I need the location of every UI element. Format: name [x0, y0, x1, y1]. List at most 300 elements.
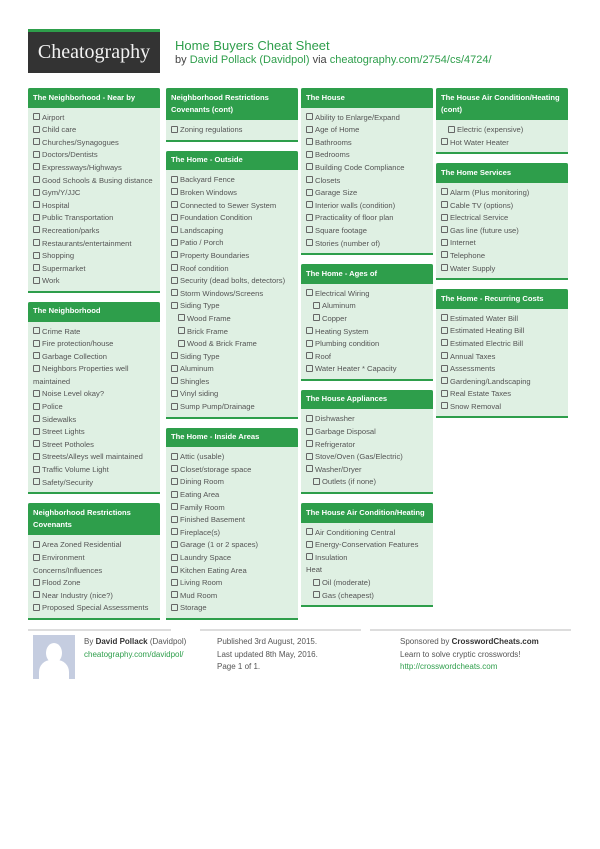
checkbox-icon[interactable]	[178, 340, 185, 347]
checklist-item	[171, 187, 293, 200]
checklist-item	[171, 275, 293, 288]
checklist-item	[306, 539, 428, 552]
checkbox-icon[interactable]	[441, 390, 448, 397]
checkbox-icon[interactable]	[171, 604, 178, 611]
checklist-item	[306, 112, 428, 125]
checklist-item	[171, 565, 293, 578]
checklist-item	[33, 577, 155, 590]
checklist-item	[306, 363, 428, 376]
checklist-item	[306, 527, 428, 540]
checklist-item-label: Hospital	[42, 200, 70, 210]
checkbox-icon[interactable]	[441, 264, 448, 271]
checkbox-icon[interactable]	[33, 264, 40, 271]
checkbox-icon[interactable]	[33, 554, 40, 561]
checklist-item	[33, 477, 155, 490]
checkbox-icon[interactable]	[171, 528, 178, 535]
checklist-item	[306, 564, 428, 577]
section-body	[166, 447, 298, 618]
checkbox-icon[interactable]	[306, 126, 313, 133]
checkbox-icon[interactable]	[171, 264, 178, 271]
checkbox-icon[interactable]	[306, 113, 313, 120]
checkbox-icon[interactable]	[33, 214, 40, 221]
checklist-item	[33, 162, 155, 175]
checklist-item-label: Sump Pump/Drainage	[180, 402, 255, 412]
checkbox-icon[interactable]	[441, 314, 448, 321]
checklist-item-label: Heating System	[315, 326, 369, 336]
checkbox-icon[interactable]	[306, 327, 313, 334]
checkbox-icon[interactable]	[171, 239, 178, 246]
checkbox-icon[interactable]	[33, 340, 40, 347]
section	[28, 302, 160, 494]
checklist-item-label: Attic (usable)	[180, 452, 225, 462]
checklist-item	[171, 476, 293, 489]
checklist-item	[33, 539, 155, 552]
checklist-item-label: Siding Type	[180, 301, 220, 311]
checkbox-icon[interactable]	[313, 478, 320, 485]
checklist-item	[306, 590, 428, 603]
checklist-item-label: Landscaping	[180, 225, 224, 235]
checklist-item-label: Oil (moderate)	[322, 578, 371, 587]
checklist-item	[171, 376, 293, 389]
checklist-item	[171, 502, 293, 515]
checklist-item-label: Electrical Wiring	[315, 288, 370, 298]
checkbox-icon[interactable]	[306, 553, 313, 560]
checkbox-icon[interactable]	[441, 377, 448, 384]
checkbox-icon[interactable]	[306, 289, 313, 296]
checklist-item	[171, 124, 293, 137]
checklist-item-label: Garbage Collection	[42, 351, 108, 361]
checklist-item	[171, 174, 293, 187]
section	[436, 163, 568, 280]
checkbox-icon[interactable]	[171, 277, 178, 284]
checklist-item-label: Garbage Disposal	[315, 427, 376, 437]
checklist-item	[306, 238, 428, 251]
checklist-item-label: Eating Area	[180, 490, 220, 500]
section-body	[166, 120, 298, 140]
section	[301, 264, 433, 381]
checklist-item-label: Proposed Special Assessments	[42, 603, 149, 613]
checklist-item-label: Insulation	[315, 552, 348, 562]
checklist-item	[171, 527, 293, 540]
checklist-item	[33, 552, 155, 577]
checklist-item	[441, 401, 563, 414]
section	[166, 151, 298, 419]
checklist-item	[171, 363, 293, 376]
section	[28, 88, 160, 293]
checkbox-icon[interactable]	[33, 189, 40, 196]
checklist-item-label: Copper	[322, 313, 347, 323]
checklist-item	[33, 351, 155, 364]
section-body	[301, 523, 433, 606]
checkbox-icon[interactable]	[171, 503, 178, 510]
checkbox-icon[interactable]	[33, 579, 40, 586]
checklist-item	[441, 313, 563, 326]
checklist-item-label: Mud Room	[180, 590, 218, 600]
checklist-item	[441, 124, 563, 137]
checklist-item	[441, 137, 563, 150]
checklist-item	[33, 263, 155, 276]
checkbox-icon[interactable]	[171, 591, 178, 598]
checklist-item	[441, 388, 563, 401]
checklist-item-label: Work	[42, 276, 60, 286]
author-profile-link[interactable]: cheatography.com/davidpol/	[84, 649, 184, 659]
checklist-item	[306, 175, 428, 188]
checklist-item-label: Real Estate Taxes	[450, 389, 512, 399]
author-link[interactable]: David Pollack (Davidpol)	[189, 54, 310, 66]
checkbox-icon[interactable]	[441, 201, 448, 208]
checkbox-icon[interactable]	[171, 176, 178, 183]
checkbox-icon[interactable]	[171, 188, 178, 195]
checkbox-icon[interactable]	[171, 390, 178, 397]
checklist-item-label: Assessments	[450, 364, 496, 374]
checkbox-icon[interactable]	[33, 352, 40, 359]
checkbox-icon[interactable]	[441, 402, 448, 409]
checkbox-icon[interactable]	[33, 138, 40, 145]
checklist-item	[171, 263, 293, 276]
checkbox-icon[interactable]	[441, 239, 448, 246]
checkbox-icon[interactable]	[171, 126, 178, 133]
checkbox-icon[interactable]	[33, 201, 40, 208]
checklist-item	[171, 200, 293, 213]
checklist-item	[171, 388, 293, 401]
section-header: The House Air Condition/Heating	[301, 503, 433, 523]
checklist-item-label: Child care	[42, 125, 77, 135]
checkbox-icon[interactable]	[33, 365, 40, 372]
checklist-item-label: Stories (number of)	[315, 238, 380, 248]
checklist-item-label: Near Industry (nice?)	[42, 590, 113, 600]
section-header: Neighborhood Restrictions Covenants	[28, 503, 160, 535]
checkbox-icon[interactable]	[306, 440, 313, 447]
section-header: The House Appliances	[301, 390, 433, 410]
section-body	[28, 108, 160, 291]
checklist-item	[33, 250, 155, 263]
checklist-item-label: Roof condition	[180, 263, 229, 273]
checkbox-icon[interactable]	[441, 352, 448, 359]
checklist-item	[33, 326, 155, 339]
checkbox-icon[interactable]	[171, 226, 178, 233]
checklist-item	[441, 351, 563, 364]
checkbox-icon[interactable]	[33, 390, 40, 397]
checkbox-icon[interactable]	[33, 126, 40, 133]
section-header: The Home - Inside Areas	[166, 428, 298, 448]
checklist-item-label: Storm Windows/Screens	[180, 288, 264, 298]
checkbox-icon[interactable]	[33, 466, 40, 473]
via-label: via	[312, 54, 327, 66]
checklist-item	[171, 539, 293, 552]
section-body	[436, 120, 568, 152]
checkbox-icon[interactable]	[171, 541, 178, 548]
checkbox-icon[interactable]	[306, 415, 313, 422]
checklist-item	[306, 451, 428, 464]
checkbox-icon[interactable]	[171, 453, 178, 460]
checkbox-icon[interactable]	[33, 327, 40, 334]
checklist-item	[171, 514, 293, 527]
checklist-item-label: Water Heater * Capacity	[315, 364, 397, 374]
checklist-item	[306, 212, 428, 225]
section	[28, 503, 160, 620]
checkbox-icon[interactable]	[33, 277, 40, 284]
checklist-item	[441, 263, 563, 276]
checklist-item-label: Interior walls (condition)	[315, 200, 396, 210]
checkbox-icon[interactable]	[33, 151, 40, 158]
checkbox-icon[interactable]	[306, 528, 313, 535]
checkbox-icon[interactable]	[441, 365, 448, 372]
checklist-item	[171, 313, 293, 326]
checkbox-icon[interactable]	[33, 403, 40, 410]
checklist-item-label: Dishwasher	[315, 414, 355, 424]
checklist-item-label: Gas line (future use)	[450, 225, 519, 235]
checklist-item-label: Safety/Security	[42, 477, 94, 487]
checklist-item	[441, 187, 563, 200]
checklist-item-label: Churches/Synagogues	[42, 137, 119, 147]
checklist-item-label: Fireplace(s)	[180, 527, 221, 537]
footer-sponsor	[400, 636, 539, 674]
checkbox-icon[interactable]	[171, 579, 178, 586]
checklist-item-label: Sidewalks	[42, 414, 77, 424]
checkbox-icon[interactable]	[33, 252, 40, 259]
section-header: The Home - Ages of	[301, 264, 433, 284]
checkbox-icon[interactable]	[306, 214, 313, 221]
checkbox-icon[interactable]	[448, 126, 455, 133]
checklist-item-label: Vinyl siding	[180, 389, 219, 399]
checkbox-icon[interactable]	[441, 226, 448, 233]
checkbox-icon[interactable]	[171, 201, 178, 208]
checklist-item	[33, 414, 155, 427]
checkbox-icon[interactable]	[306, 352, 313, 359]
section	[301, 390, 433, 494]
checklist-item-label: Streets/Alleys well maintained	[42, 452, 143, 462]
checklist-item	[306, 439, 428, 452]
checkbox-icon[interactable]	[313, 302, 320, 309]
checklist-item-label: Flood Zone	[42, 578, 81, 588]
checkbox-icon[interactable]	[33, 415, 40, 422]
checklist-item	[33, 426, 155, 439]
section	[436, 88, 568, 154]
section-body	[436, 309, 568, 417]
checklist-item-label: Foundation Condition	[180, 213, 253, 223]
checklist-item	[306, 326, 428, 339]
checklist-item-label: Energy-Conservation Features	[315, 540, 419, 550]
checkbox-icon[interactable]	[441, 138, 448, 145]
sponsor-link[interactable]: http://crosswordcheats.com	[400, 662, 498, 672]
section-body	[301, 409, 433, 492]
section-body	[301, 284, 433, 379]
checkbox-icon[interactable]	[306, 189, 313, 196]
checklist-item-label: Wood & Brick Frame	[187, 339, 257, 349]
section-header: The Home - Recurring Costs	[436, 289, 568, 309]
checklist-item	[306, 288, 428, 301]
checkbox-icon[interactable]	[313, 314, 320, 321]
sheet-url-link[interactable]: cheatography.com/2754/cs/4724/	[329, 54, 492, 66]
checkbox-icon[interactable]	[306, 239, 313, 246]
checklist-item	[306, 413, 428, 426]
checkbox-icon[interactable]	[306, 201, 313, 208]
checklist-item	[33, 175, 155, 188]
checkbox-icon[interactable]	[33, 541, 40, 548]
checkbox-icon[interactable]	[171, 554, 178, 561]
sheet-title: Home Buyers Cheat Sheet	[175, 38, 330, 53]
checkbox-icon[interactable]	[171, 352, 178, 359]
checklist-item-label: Plumbing condition	[315, 339, 380, 349]
checkbox-icon[interactable]	[441, 251, 448, 258]
checkbox-icon[interactable]	[306, 151, 313, 158]
byline	[175, 54, 492, 66]
checklist-item	[171, 338, 293, 351]
checklist-item	[441, 376, 563, 389]
checklist-item	[171, 602, 293, 615]
footer-divider	[370, 629, 571, 631]
checklist-item	[306, 187, 428, 200]
checkbox-icon[interactable]	[306, 163, 313, 170]
checklist-item	[306, 137, 428, 150]
checkbox-icon[interactable]	[313, 579, 320, 586]
checklist-item	[171, 464, 293, 477]
checklist-item	[441, 250, 563, 263]
checkbox-icon[interactable]	[33, 226, 40, 233]
checkbox-icon[interactable]	[306, 226, 313, 233]
checklist-item-label: Environment Concerns/Influences	[33, 553, 103, 575]
checklist-item	[306, 200, 428, 213]
checklist-item-label: Electrical Service	[450, 213, 509, 223]
checkbox-icon[interactable]	[33, 113, 40, 120]
checklist-item-label: Family Room	[180, 502, 225, 512]
checklist-item	[171, 326, 293, 339]
sponsored-label: Sponsored by	[400, 637, 450, 646]
checkbox-icon[interactable]	[171, 251, 178, 258]
checklist-item-label: Hot Water Heater	[450, 137, 509, 147]
checklist-item	[306, 162, 428, 175]
checkbox-icon[interactable]	[306, 138, 313, 145]
section-header: The House	[301, 88, 433, 108]
checkbox-icon[interactable]	[171, 214, 178, 221]
checklist-item-label: Garage Size	[315, 188, 358, 198]
checklist-item	[441, 200, 563, 213]
checklist-item-label: Gardening/Landscaping	[450, 376, 531, 386]
checklist-item	[441, 225, 563, 238]
checklist-item-label: Shopping	[42, 251, 75, 261]
checklist-item	[33, 137, 155, 150]
checklist-item-label: Electric (expensive)	[457, 125, 524, 135]
checkbox-icon[interactable]	[33, 591, 40, 598]
checklist-item-label: Building Code Compliance	[315, 162, 405, 172]
checkbox-icon[interactable]	[171, 465, 178, 472]
checkbox-icon[interactable]	[441, 214, 448, 221]
checkbox-icon[interactable]	[33, 478, 40, 485]
checkbox-icon[interactable]	[441, 327, 448, 334]
cheatography-logo[interactable]: Cheatography	[28, 29, 160, 73]
checklist-item-label: Refrigerator	[315, 439, 356, 449]
checkbox-icon[interactable]	[171, 478, 178, 485]
checklist-item	[441, 212, 563, 225]
checkbox-icon[interactable]	[33, 176, 40, 183]
checkbox-icon[interactable]	[171, 491, 178, 498]
checklist-item	[33, 602, 155, 615]
checklist-item	[33, 363, 155, 388]
checkbox-icon[interactable]	[33, 440, 40, 447]
checklist-item-label: Expressways/Highways	[42, 162, 122, 172]
checkbox-icon[interactable]	[306, 465, 313, 472]
section-header: The Neighborhood - Near by	[28, 88, 160, 108]
by-label: by	[175, 54, 187, 66]
column-2	[166, 88, 298, 629]
checkbox-icon[interactable]	[441, 339, 448, 346]
checklist-item-label: Estimated Water Bill	[450, 313, 519, 323]
checkbox-icon[interactable]	[306, 428, 313, 435]
checklist-item-label: Aluminum	[180, 364, 214, 374]
checkbox-icon[interactable]	[171, 289, 178, 296]
checkbox-icon[interactable]	[171, 365, 178, 372]
checkbox-icon[interactable]	[306, 176, 313, 183]
checklist-item-label: Neighbors Properties well maintained	[33, 364, 129, 386]
checklist-item	[33, 187, 155, 200]
checklist-item	[171, 577, 293, 590]
checkbox-icon[interactable]	[171, 566, 178, 573]
checklist-item-label: Estimated Heating Bill	[450, 326, 525, 336]
checkbox-icon[interactable]	[178, 327, 185, 334]
checkbox-icon[interactable]	[313, 591, 320, 598]
checkbox-icon[interactable]	[306, 365, 313, 372]
checklist-item	[441, 325, 563, 338]
checkbox-icon[interactable]	[33, 428, 40, 435]
section-body	[166, 170, 298, 416]
checklist-item	[33, 388, 155, 401]
checkbox-icon[interactable]	[306, 453, 313, 460]
checkbox-icon[interactable]	[33, 453, 40, 460]
checkbox-icon[interactable]	[306, 541, 313, 548]
checklist-item	[306, 300, 428, 313]
checklist-item-label: Backyard Fence	[180, 175, 235, 185]
checkbox-icon[interactable]	[306, 340, 313, 347]
checkbox-icon[interactable]	[171, 377, 178, 384]
checklist-item	[33, 590, 155, 603]
checklist-item	[306, 351, 428, 364]
checkbox-icon[interactable]	[171, 516, 178, 523]
checklist-item-label: Outlets (if none)	[322, 477, 377, 487]
checklist-item	[33, 464, 155, 477]
checklist-item-label: Noise Level okay?	[42, 389, 105, 399]
published-date: Published 3rd August, 2015.	[217, 637, 318, 646]
checkbox-icon[interactable]	[33, 239, 40, 246]
checkbox-icon[interactable]	[33, 163, 40, 170]
checklist-item	[33, 451, 155, 464]
checklist-item-label: Kitchen Eating Area	[180, 565, 247, 575]
checkbox-icon[interactable]	[441, 188, 448, 195]
checklist-item	[171, 451, 293, 464]
checkbox-icon[interactable]	[33, 604, 40, 611]
checklist-item-label: Doctors/Dentists	[42, 150, 98, 160]
sponsor-name: CrosswordCheats.com	[451, 637, 539, 646]
checklist-item-label: Age of Home	[315, 125, 360, 135]
checklist-item-label: Living Room	[180, 578, 223, 588]
checklist-item	[33, 225, 155, 238]
checklist-item	[306, 313, 428, 326]
checklist-item	[171, 225, 293, 238]
checklist-item-label: Siding Type	[180, 351, 220, 361]
checkbox-icon[interactable]	[178, 314, 185, 321]
checklist-item-label: Alarm (Plus monitoring)	[450, 187, 530, 197]
checklist-item-label: Supermarket	[42, 263, 86, 273]
checklist-item	[171, 300, 293, 313]
checklist-item	[171, 288, 293, 301]
checklist-item-label: Police	[42, 402, 63, 412]
checkbox-icon[interactable]	[171, 302, 178, 309]
checklist-item-label: Street Potholes	[42, 439, 94, 449]
checklist-item-label: Aluminum	[322, 301, 356, 311]
checklist-item	[306, 225, 428, 238]
checkbox-icon[interactable]	[171, 403, 178, 410]
section-header: The House Air Condition/Heating (cont)	[436, 88, 568, 120]
section	[301, 503, 433, 607]
